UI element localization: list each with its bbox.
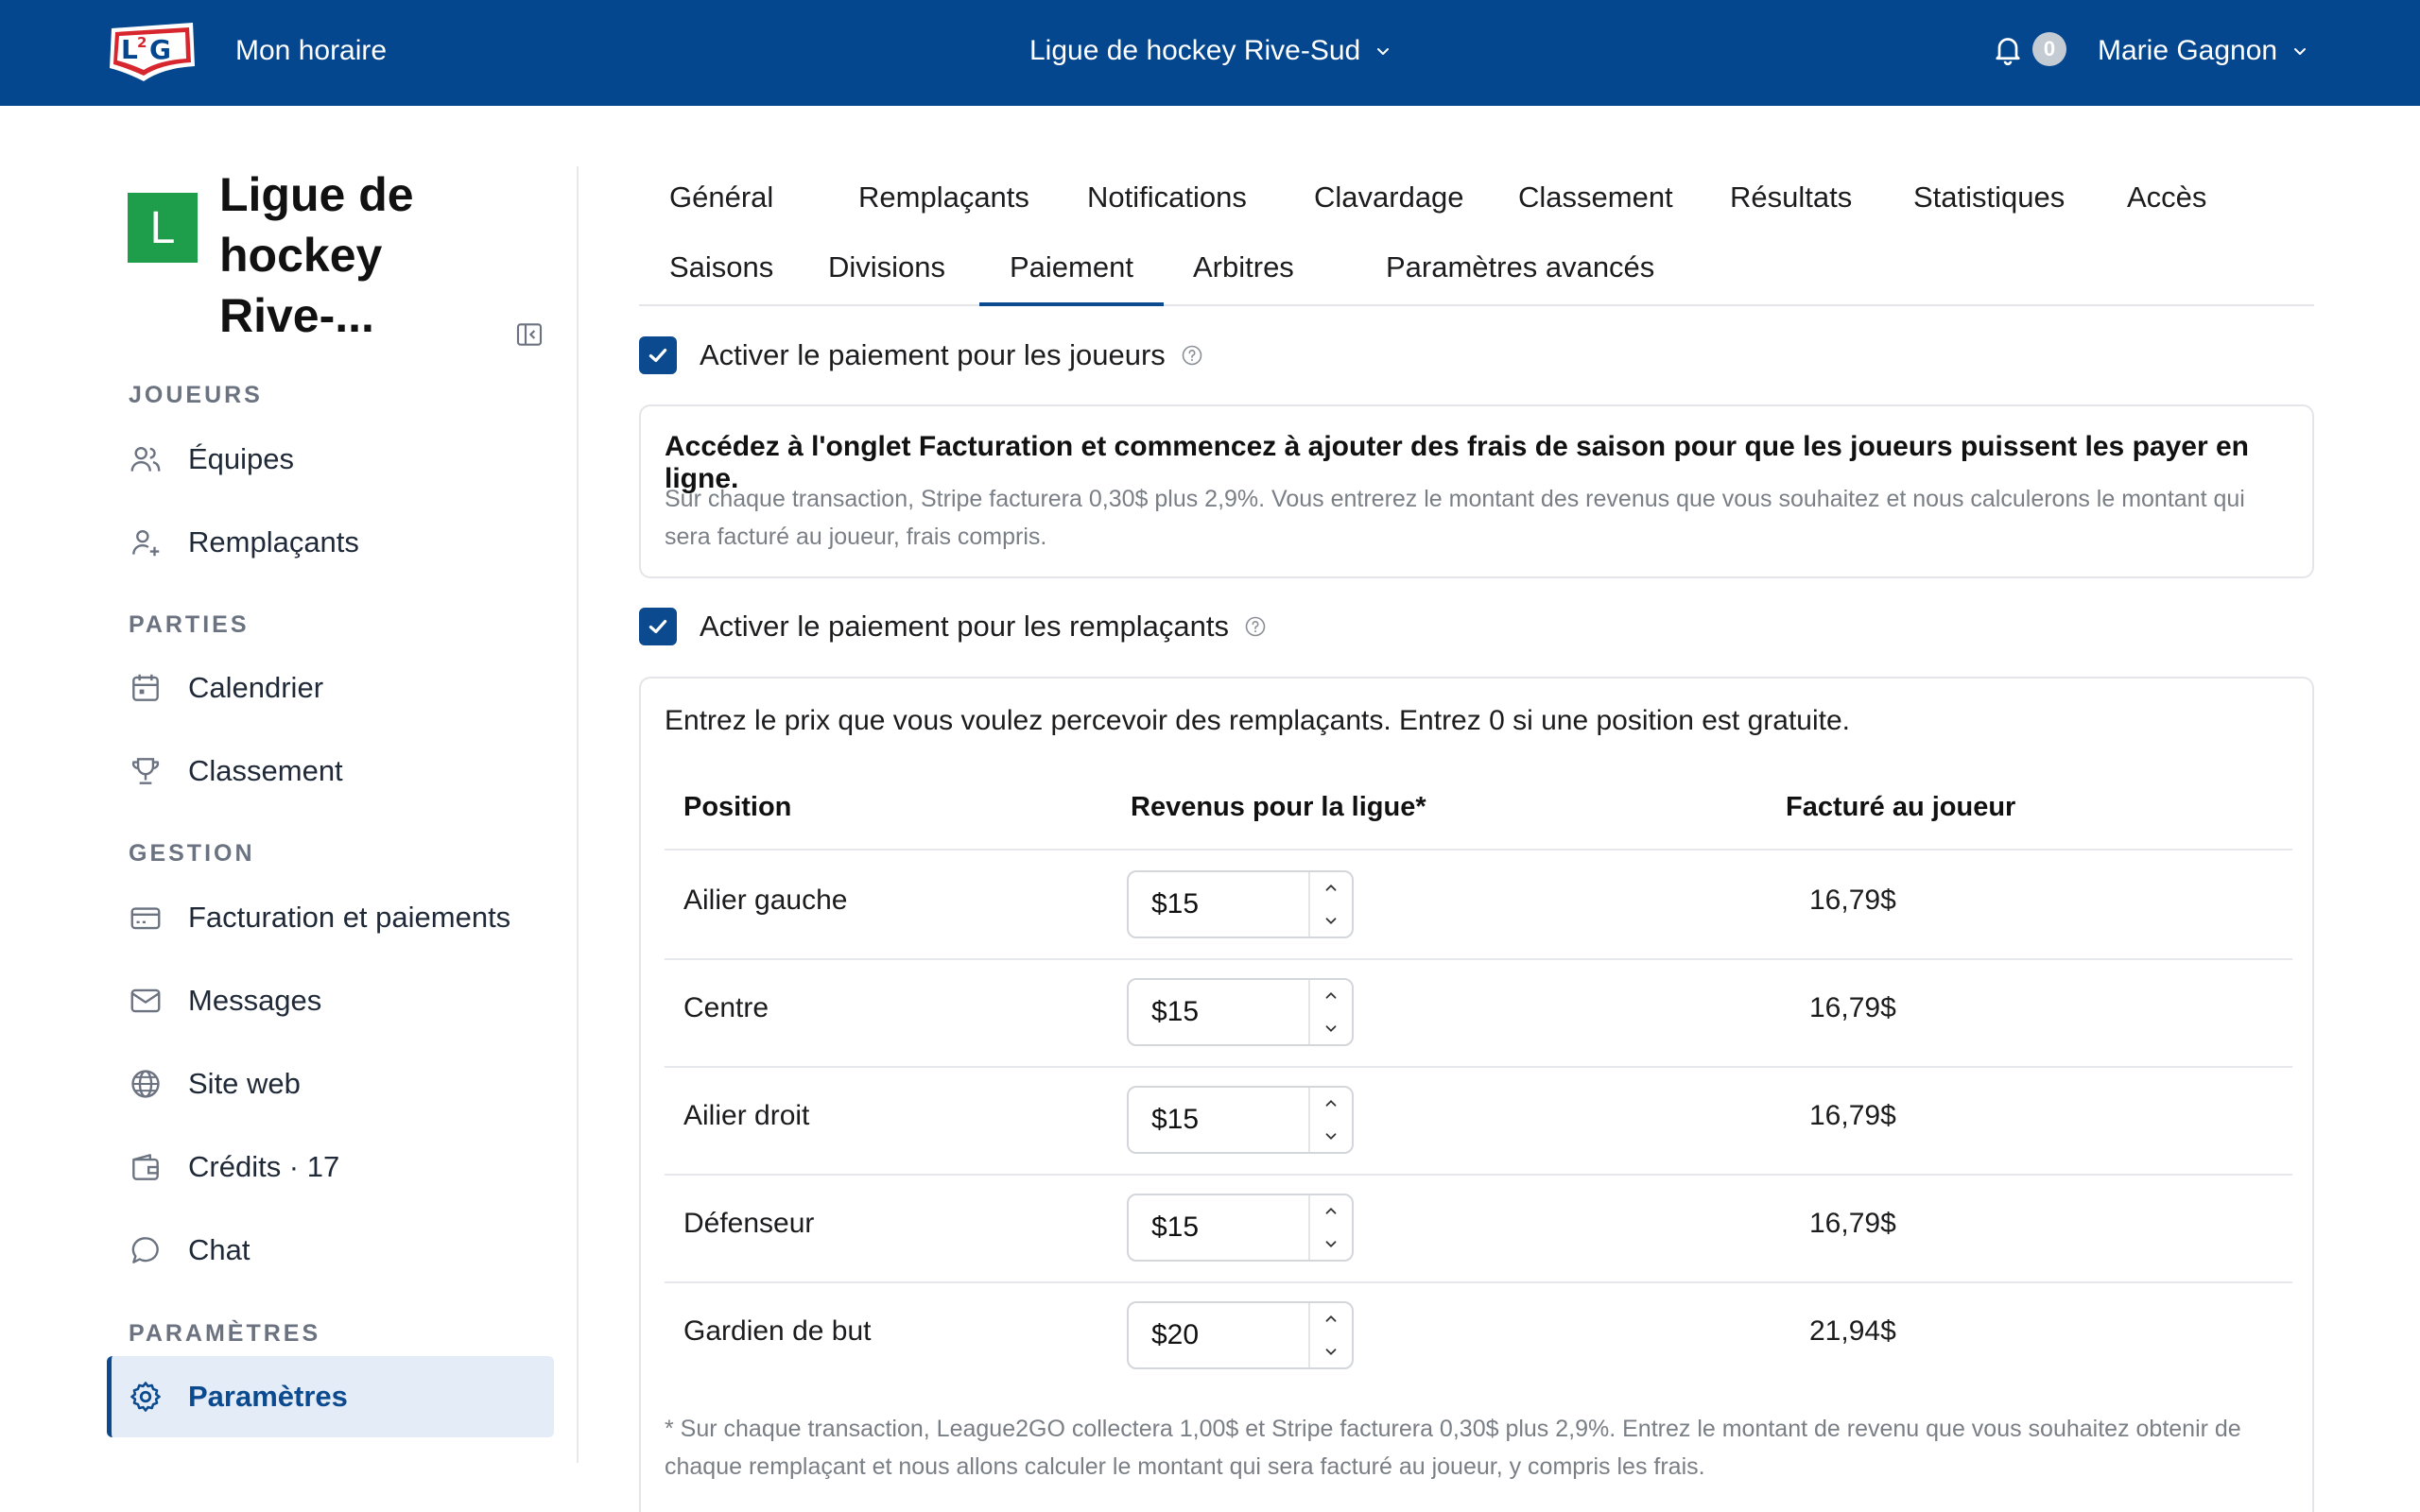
league-switcher[interactable]: [1029, 32, 1392, 70]
increment-button[interactable]: [1310, 1195, 1352, 1228]
mail-icon: [128, 983, 164, 1019]
notifications-count-badge: 0: [2032, 32, 2066, 66]
chevron-up-icon: [1322, 880, 1340, 897]
chevron-up-icon: [1322, 1203, 1340, 1220]
my-schedule-link[interactable]: Mon horaire: [235, 35, 388, 66]
tab-chat[interactable]: Clavardage: [1314, 180, 1464, 214]
sidebar-item-label: Chat: [188, 1233, 251, 1266]
table-row: [665, 1066, 2292, 1174]
bell-icon: [1991, 32, 2025, 66]
sidebar-item-website[interactable]: [107, 1043, 554, 1125]
chat-bubble-icon: [128, 1232, 164, 1268]
chevron-down-icon: [1322, 1343, 1340, 1360]
subs-payment-checkbox[interactable]: [639, 608, 677, 645]
calendar-icon: [128, 670, 164, 706]
position-name: Gardien de but: [683, 1315, 872, 1347]
user-menu[interactable]: [2098, 32, 2309, 70]
tab-statistics[interactable]: Statistiques: [1913, 180, 2066, 214]
chevron-down-icon: [1374, 42, 1392, 60]
position-name: Ailier droit: [683, 1100, 810, 1131]
table-row: [665, 1281, 2292, 1389]
decrement-button[interactable]: [1310, 1228, 1352, 1260]
chevron-down-icon: [1322, 1127, 1340, 1144]
sidebar-item-label: Remplaçants: [188, 525, 359, 558]
top-bar: [0, 0, 2420, 106]
players-payment-label: Activer le paiement pour les joueurs: [700, 338, 1166, 371]
users-icon: [128, 441, 164, 477]
league2go-logo[interactable]: [106, 19, 199, 85]
tab-substitutes[interactable]: Remplaçants: [858, 180, 1029, 214]
billed-amount: 16,79$: [1809, 1208, 1896, 1239]
credit-card-icon: [128, 900, 164, 936]
sidebar-item-label: Calendrier: [188, 671, 324, 704]
tab-access[interactable]: Accès: [2127, 180, 2207, 214]
revenue-stepper[interactable]: [1127, 870, 1354, 938]
tab-referees[interactable]: Arbitres: [1193, 250, 1294, 284]
notifications-button[interactable]: [1991, 32, 2066, 66]
revenue-input[interactable]: [1129, 872, 1308, 936]
section-title-management: GESTION: [129, 840, 255, 867]
section-title-games: PARTIES: [129, 611, 250, 638]
section-title-players: JOUEURS: [129, 382, 263, 408]
settings-tabs: [639, 166, 2314, 306]
league-name: Ligue de hockey Rive-...: [219, 168, 414, 342]
gear-icon: [128, 1379, 164, 1415]
subs-payment-label: Activer le paiement pour les remplaçants: [700, 610, 1229, 643]
subs-payment-intro: Entrez le prix que vous voulez percevoir des remplaçants. Entrez 0 si une position est gratuite.: [665, 705, 1850, 736]
revenue-input[interactable]: [1129, 980, 1308, 1044]
chevron-down-icon: [1322, 1235, 1340, 1252]
trophy-icon: [128, 753, 164, 789]
sidebar-item-standings[interactable]: [107, 730, 554, 812]
position-name: Ailier gauche: [683, 885, 848, 916]
tab-standings[interactable]: Classement: [1518, 180, 1673, 214]
league-switcher-label: Ligue de hockey Rive-Sud: [1029, 35, 1361, 66]
tab-general[interactable]: Général: [669, 180, 774, 214]
column-header-revenue: Revenus pour la ligue*: [1131, 792, 1426, 822]
sidebar-item-billing[interactable]: [107, 877, 554, 958]
revenue-input[interactable]: [1129, 1195, 1308, 1260]
billed-amount: 16,79$: [1809, 992, 1896, 1023]
sidebar-item-label: Facturation et paiements: [188, 901, 511, 934]
chevron-up-icon: [1322, 1311, 1340, 1328]
billed-amount: 16,79$: [1809, 1100, 1896, 1131]
increment-button[interactable]: [1310, 1303, 1352, 1335]
decrement-button[interactable]: [1310, 1120, 1352, 1152]
table-row: [665, 850, 2292, 958]
chevron-up-icon: [1322, 988, 1340, 1005]
players-payment-description: Sur chaque transaction, Stripe facturera 0,30$ plus 2,9%. Vous entrerez le montant des revenus que vous souhaitez et nous calculerons le montant qui sera facturé au joueur, frais compris.: [665, 486, 2245, 550]
revenue-stepper[interactable]: [1127, 1301, 1354, 1369]
players-payment-info-card: [639, 404, 2314, 578]
subs-payment-toggle-row: [639, 608, 1267, 645]
decrement-button[interactable]: [1310, 1335, 1352, 1367]
collapse-sidebar-button[interactable]: [514, 319, 544, 350]
revenue-stepper[interactable]: [1127, 1194, 1354, 1262]
tab-seasons[interactable]: Saisons: [669, 250, 774, 284]
decrement-button[interactable]: [1310, 1012, 1352, 1044]
increment-button[interactable]: [1310, 872, 1352, 904]
sidebar-item-chat[interactable]: [107, 1210, 554, 1291]
position-name: Défenseur: [683, 1208, 815, 1239]
chevron-down-icon: [1322, 912, 1340, 929]
sidebar-item-substitutes[interactable]: [107, 502, 554, 583]
fees-footnote: * Sur chaque transaction, League2GO collectera 1,00$ et Stripe facturera 0,30$ plus 2,9%. Entrez le montant de revenu que vous souhaitez obtenir de chaque remplaçant et nous allons calculer le montant qui sera facturé au joueur, y compris les frais.: [665, 1416, 2241, 1480]
sidebar-item-messages[interactable]: [107, 960, 554, 1041]
sidebar-item-teams[interactable]: [107, 419, 554, 500]
svg-text:2: 2: [137, 34, 147, 51]
tab-advanced-settings[interactable]: Paramètres avancés: [1386, 250, 1655, 284]
svg-text:L: L: [121, 34, 138, 65]
increment-button[interactable]: [1310, 980, 1352, 1012]
sidebar-item-label: Crédits · 17: [188, 1150, 340, 1183]
revenue-stepper[interactable]: [1127, 1086, 1354, 1154]
tab-notifications[interactable]: Notifications: [1087, 180, 1247, 214]
checkmark-icon: [646, 614, 670, 639]
column-header-position: Position: [683, 792, 792, 822]
table-row: [665, 1174, 2292, 1281]
chevron-down-icon: [1322, 1020, 1340, 1037]
players-payment-checkbox[interactable]: [639, 336, 677, 374]
revenue-input[interactable]: [1129, 1088, 1308, 1152]
decrement-button[interactable]: [1310, 904, 1352, 936]
column-header-billed: Facturé au joueur: [1786, 792, 2016, 822]
globe-icon: [128, 1066, 164, 1102]
players-payment-toggle-row: [639, 336, 1203, 374]
sidebar-item-label: Site web: [188, 1067, 301, 1100]
help-icon[interactable]: [1244, 615, 1267, 638]
subs-payment-card: [639, 677, 2314, 1512]
chevron-down-icon: [2290, 42, 2309, 60]
tab-results[interactable]: Résultats: [1730, 180, 1853, 214]
user-name: Marie Gagnon: [2098, 35, 2278, 66]
user-plus-icon: [128, 524, 164, 560]
sidebar-item-label: Classement: [188, 754, 343, 787]
tab-divisions[interactable]: Divisions: [828, 250, 946, 284]
wallet-icon: [128, 1149, 164, 1185]
sidebar-divider: [577, 166, 579, 1463]
billed-amount: 21,94$: [1809, 1315, 1896, 1347]
league-avatar: L: [128, 193, 198, 263]
sidebar-collapse-icon: [514, 319, 544, 350]
revenue-input[interactable]: [1129, 1303, 1308, 1367]
sidebar-item-calendar[interactable]: [107, 647, 554, 729]
help-icon[interactable]: [1181, 344, 1203, 367]
position-name: Centre: [683, 992, 769, 1023]
sidebar-item-settings[interactable]: [107, 1356, 554, 1437]
sidebar-item-label: Messages: [188, 984, 322, 1017]
checkmark-icon: [646, 343, 670, 368]
svg-text:G: G: [149, 34, 171, 65]
section-title-settings: PARAMÈTRES: [129, 1320, 321, 1347]
increment-button[interactable]: [1310, 1088, 1352, 1120]
players-payment-heading: Accédez à l'onglet Facturation et commencez à ajouter des frais de saison pour que les joueurs puissent les payer en ligne.: [665, 431, 2249, 494]
sidebar-item-label: Paramètres: [188, 1380, 348, 1413]
revenue-stepper[interactable]: [1127, 978, 1354, 1046]
table-row: [665, 958, 2292, 1066]
billed-amount: 16,79$: [1809, 885, 1896, 916]
tab-payment[interactable]: Paiement: [979, 236, 1164, 306]
chevron-up-icon: [1322, 1095, 1340, 1112]
sidebar-item-credits[interactable]: [107, 1126, 554, 1208]
sidebar-item-label: Équipes: [188, 442, 295, 475]
